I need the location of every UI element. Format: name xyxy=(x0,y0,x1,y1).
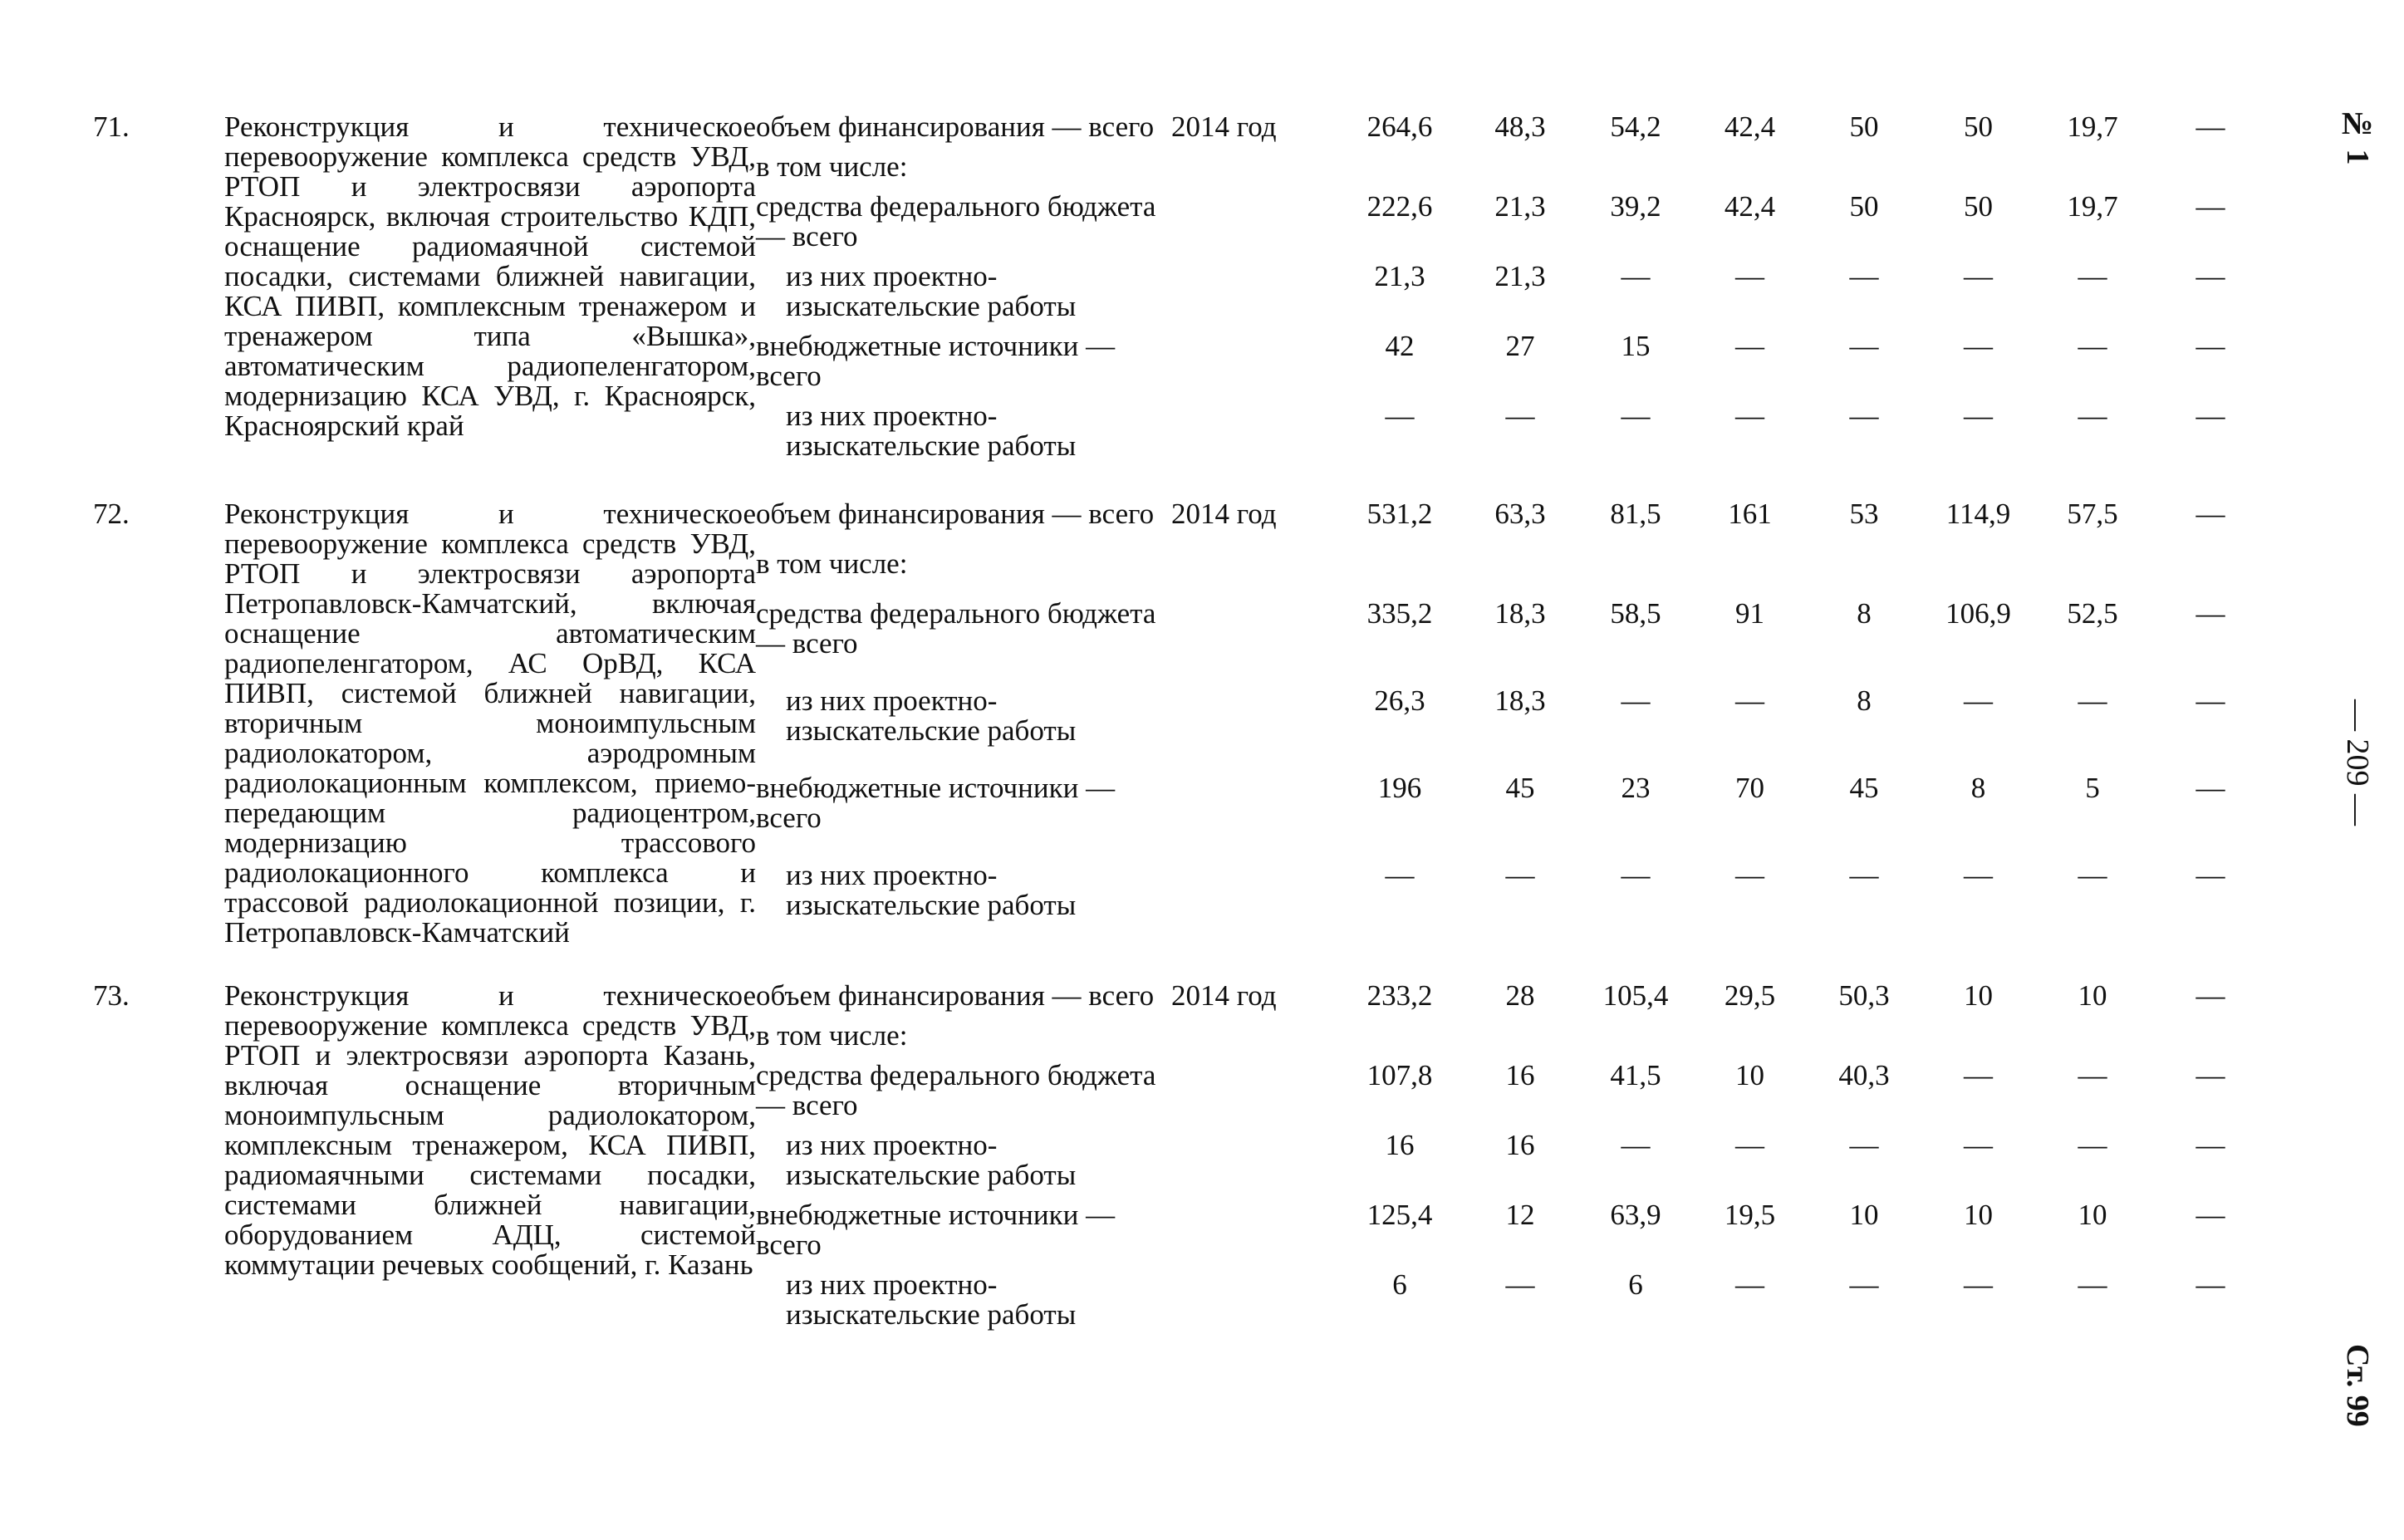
value-cell: 222,6 xyxy=(1366,190,1433,223)
value-cell: 50 xyxy=(1849,110,1879,143)
value-cell: — xyxy=(1621,260,1651,292)
value-cell: — xyxy=(2195,330,2225,362)
value-cell: 196 xyxy=(1377,772,1422,804)
value-cell: 39,2 xyxy=(1610,190,1661,223)
value-cell xyxy=(1807,1021,1921,1061)
value-cell xyxy=(2035,1021,2150,1061)
investment-table xyxy=(93,112,2271,1340)
issue-number: № 1 xyxy=(2340,106,2375,165)
row-gap-cell xyxy=(93,948,2271,981)
value-cell: — xyxy=(1385,859,1415,891)
funding-item-label: средства федерального бюджета — всего xyxy=(756,190,1156,253)
value-cell: — xyxy=(2195,684,2225,717)
value-cell: 10 xyxy=(1964,979,1993,1012)
value-cell: 10 xyxy=(2078,1199,2107,1231)
year-cell: 2014 год xyxy=(1171,498,1277,530)
funding-item xyxy=(756,686,1171,773)
year-cell xyxy=(1171,262,1337,331)
value-cell: 6 xyxy=(1628,1268,1643,1301)
value-cell: — xyxy=(2195,772,2225,804)
value-cell xyxy=(1921,1021,2035,1061)
funding-item xyxy=(756,499,1171,549)
value-cell: — xyxy=(1964,1059,1993,1091)
funding-item xyxy=(756,401,1171,471)
value-cell: 10 xyxy=(1964,1199,1993,1231)
value-cell: — xyxy=(2195,979,2225,1012)
funding-item xyxy=(756,1270,1171,1340)
value-cell: — xyxy=(1964,260,1993,292)
value-cell: — xyxy=(1735,400,1764,432)
item-number: 72. xyxy=(93,498,130,530)
value-cell: 264,6 xyxy=(1366,110,1433,143)
table-body xyxy=(93,112,2271,1340)
funding-item xyxy=(756,599,1171,686)
value-cell: 53 xyxy=(1849,498,1879,530)
value-cell: — xyxy=(1964,1129,1993,1161)
value-cell xyxy=(1462,152,1578,192)
project-description: Реконструкция и техническое перевооружение комплекса средств УВД, РТОП и электросвязи аэропорта Красноярск, включая строительство КДП, оснащение радиомаячной системой посадки, системами ближней навигации, КСА ПИВП, комплексным тренажером и тренажером типа «Вышка», автоматическим радиопеленгатором, модернизацию КСА УВД, г. Красноярск, Красноярский край xyxy=(224,110,756,442)
funding-item xyxy=(756,1021,1171,1061)
value-cell: 335,2 xyxy=(1366,597,1433,630)
row-gap-cell xyxy=(93,471,2271,499)
funding-item-label: из них проектно-изыскательские работы xyxy=(786,1129,1077,1191)
value-cell: 57,5 xyxy=(2067,498,2118,530)
value-cell xyxy=(1337,152,1462,192)
value-cell: — xyxy=(1735,1129,1764,1161)
value-cell xyxy=(1807,549,1921,599)
value-cell: 48,3 xyxy=(1494,110,1546,143)
value-cell: 29,5 xyxy=(1724,979,1776,1012)
value-cell: — xyxy=(1964,684,1993,717)
year-cell xyxy=(1171,861,1337,948)
year-cell xyxy=(1171,549,1337,599)
value-cell: 70 xyxy=(1735,772,1764,804)
value-cell xyxy=(1337,549,1462,599)
value-cell: 16 xyxy=(1505,1059,1535,1091)
value-cell xyxy=(2150,152,2271,192)
value-cell xyxy=(2035,549,2150,599)
value-cell: — xyxy=(1505,400,1535,432)
year-cell xyxy=(1171,152,1337,192)
value-cell: — xyxy=(2195,1059,2225,1091)
value-cell: — xyxy=(1849,330,1879,362)
item-number: 71. xyxy=(93,110,130,143)
value-cell xyxy=(2150,549,2271,599)
value-cell: 105,4 xyxy=(1602,979,1669,1012)
value-cell: 114,9 xyxy=(1945,498,2011,530)
value-cell: 106,9 xyxy=(1945,597,2011,630)
value-cell: — xyxy=(1385,400,1415,432)
funding-item-label: в том числе: xyxy=(756,1019,908,1052)
funding-item-label: внебюджетные источники — всего xyxy=(756,1199,1116,1261)
year-cell xyxy=(1171,331,1337,401)
value-cell: — xyxy=(2078,859,2107,891)
value-cell: 10 xyxy=(1735,1059,1764,1091)
year-cell: 2014 год xyxy=(1171,110,1277,143)
value-cell: — xyxy=(1735,1268,1764,1301)
value-cell: 21,3 xyxy=(1494,260,1546,292)
funding-item-label: внебюджетные источники — всего xyxy=(756,330,1116,392)
funding-item-label: в том числе: xyxy=(756,150,908,183)
value-cell: — xyxy=(2195,1268,2225,1301)
value-cell: 50,3 xyxy=(1838,979,1890,1012)
value-cell: 63,3 xyxy=(1494,498,1546,530)
table-row xyxy=(93,499,2271,549)
value-cell: — xyxy=(2195,400,2225,432)
funding-item xyxy=(756,549,1171,599)
year-cell xyxy=(1171,686,1337,773)
value-cell: — xyxy=(2078,1059,2107,1091)
funding-item xyxy=(756,331,1171,401)
value-cell: — xyxy=(1505,859,1535,891)
value-cell xyxy=(1578,1021,1693,1061)
value-cell: 58,5 xyxy=(1610,597,1661,630)
value-cell: 45 xyxy=(1505,772,1535,804)
value-cell: — xyxy=(1735,260,1764,292)
value-cell: — xyxy=(1964,400,1993,432)
value-cell: — xyxy=(2078,330,2107,362)
value-cell: 10 xyxy=(2078,979,2107,1012)
value-cell: 19,7 xyxy=(2067,190,2118,223)
value-cell xyxy=(1921,549,2035,599)
project-description: Реконструкция и техническое перевооружение комплекса средств УВД, РТОП и электросвязи аэропорта Петропавловск-Камчатский, включая оснащение автоматическим радиопеленгатором, АС ОрВД, КСА ПИВП, системой ближней навигации, вторичным моноимпульсным радиолокатором, аэродромным радиолокационным комплексом, приемо-передающим радиоцентром, модернизацию трассового радиолокационного комплекса и трассовой радиолокационной позиции, г. Петропавловск-Камчатский xyxy=(224,498,756,949)
value-cell xyxy=(1693,549,1807,599)
value-cell: 50 xyxy=(1849,190,1879,223)
value-cell: 8 xyxy=(1857,684,1872,717)
value-cell: — xyxy=(2195,110,2225,143)
funding-item-label: из них проектно-изыскательские работы xyxy=(786,859,1077,921)
value-cell: 12 xyxy=(1505,1199,1535,1231)
value-cell: — xyxy=(1735,330,1764,362)
funding-item-label: из них проектно-изыскательские работы xyxy=(786,1268,1077,1331)
value-cell: 42 xyxy=(1385,330,1415,362)
row-gap xyxy=(93,471,2271,499)
funding-item xyxy=(756,262,1171,331)
value-cell: — xyxy=(1849,400,1879,432)
funding-item-label: объем финансирования — всего xyxy=(756,979,1155,1012)
value-cell: — xyxy=(2195,597,2225,630)
year-cell xyxy=(1171,1200,1337,1270)
value-cell: 8 xyxy=(1857,597,1872,630)
value-cell: 16 xyxy=(1505,1129,1535,1161)
value-cell: — xyxy=(2195,1199,2225,1231)
value-cell: — xyxy=(1621,684,1651,717)
value-cell: 18,3 xyxy=(1494,597,1546,630)
value-cell: — xyxy=(2078,400,2107,432)
value-cell: — xyxy=(2195,498,2225,530)
item-number: 73. xyxy=(93,979,130,1012)
value-cell xyxy=(1693,152,1807,192)
funding-item-label: из них проектно-изыскательские работы xyxy=(786,684,1077,747)
value-cell xyxy=(1462,549,1578,599)
value-cell: 42,4 xyxy=(1724,110,1776,143)
value-cell: 21,3 xyxy=(1374,260,1425,292)
value-cell: — xyxy=(1735,684,1764,717)
value-cell xyxy=(2150,1021,2271,1061)
value-cell: — xyxy=(1621,1129,1651,1161)
value-cell xyxy=(2035,152,2150,192)
year-cell xyxy=(1171,1021,1337,1061)
value-cell: 18,3 xyxy=(1494,684,1546,717)
value-cell: 23 xyxy=(1621,772,1651,804)
value-cell: 45 xyxy=(1849,772,1879,804)
value-cell xyxy=(1337,1021,1462,1061)
value-cell: — xyxy=(1964,1268,1993,1301)
value-cell xyxy=(1462,1021,1578,1061)
value-cell xyxy=(1807,152,1921,192)
value-cell: 6 xyxy=(1392,1268,1407,1301)
value-cell xyxy=(1921,152,2035,192)
funding-item-label: средства федерального бюджета — всего xyxy=(756,597,1156,660)
value-cell: — xyxy=(1621,859,1651,891)
value-cell: 5 xyxy=(2085,772,2100,804)
page-number: — 209 — xyxy=(2340,699,2375,826)
value-cell: 81,5 xyxy=(1610,498,1661,530)
project-description: Реконструкция и техническое перевооружение комплекса средств УВД, РТОП и электросвязи аэропорта Казань, включая оснащение вторичным моноимпульсным радиолокатором, комплексным тренажером, КСА ПИВП, радиомаячными системами посадки, системами ближней навигации, оборудованием АДЦ, системой коммутации речевых сообщений, г. Казань xyxy=(224,979,756,1281)
value-cell: 50 xyxy=(1964,110,1993,143)
value-cell: — xyxy=(2078,1129,2107,1161)
value-cell: — xyxy=(1964,330,1993,362)
value-cell: 16 xyxy=(1385,1129,1415,1161)
value-cell: — xyxy=(2078,1268,2107,1301)
funding-item-label: внебюджетные источники — всего xyxy=(756,772,1116,834)
funding-item-label: средства федерального бюджета — всего xyxy=(756,1059,1156,1121)
funding-item xyxy=(756,773,1171,861)
article-number: Ст. 99 xyxy=(2340,1344,2375,1427)
funding-item-label: из них проектно-изыскательские работы xyxy=(786,400,1077,462)
value-cell: 10 xyxy=(1849,1199,1879,1231)
value-cell: 27 xyxy=(1505,330,1535,362)
row-gap xyxy=(93,948,2271,981)
funding-item xyxy=(756,152,1171,192)
year-cell xyxy=(1171,1270,1337,1340)
funding-item xyxy=(756,112,1171,152)
funding-item-label: в том числе: xyxy=(756,547,908,580)
value-cell: — xyxy=(1621,400,1651,432)
value-cell: — xyxy=(2078,260,2107,292)
value-cell: 28 xyxy=(1505,979,1535,1012)
value-cell: — xyxy=(1505,1268,1535,1301)
value-cell: 63,9 xyxy=(1610,1199,1661,1231)
funding-item-label: из них проектно-изыскательские работы xyxy=(786,260,1077,322)
value-cell: 233,2 xyxy=(1366,979,1433,1012)
funding-item xyxy=(756,1200,1171,1270)
value-cell: — xyxy=(1964,859,1993,891)
value-cell: 8 xyxy=(1970,772,1986,804)
value-cell: — xyxy=(1849,1268,1879,1301)
value-cell: 161 xyxy=(1728,498,1772,530)
table-row xyxy=(93,112,2271,152)
funding-item xyxy=(756,981,1171,1021)
year-cell xyxy=(1171,401,1337,471)
value-cell: — xyxy=(1849,1129,1879,1161)
value-cell: 531,2 xyxy=(1366,498,1433,530)
value-cell: 107,8 xyxy=(1366,1059,1433,1091)
funding-item xyxy=(756,1130,1171,1200)
value-cell: 52,5 xyxy=(2067,597,2118,630)
value-cell: 19,5 xyxy=(1724,1199,1776,1231)
value-cell xyxy=(1578,549,1693,599)
value-cell: — xyxy=(2078,684,2107,717)
year-cell xyxy=(1171,599,1337,686)
value-cell: 15 xyxy=(1621,330,1651,362)
value-cell: 50 xyxy=(1964,190,1993,223)
value-cell: — xyxy=(2195,260,2225,292)
funding-item xyxy=(756,1061,1171,1130)
value-cell: — xyxy=(2195,190,2225,223)
value-cell: — xyxy=(2195,1129,2225,1161)
year-cell xyxy=(1171,1061,1337,1130)
funding-item xyxy=(756,192,1171,262)
value-cell: 41,5 xyxy=(1610,1059,1661,1091)
funding-item-label: объем финансирования — всего xyxy=(756,110,1155,143)
year-cell xyxy=(1171,1130,1337,1200)
value-cell: 54,2 xyxy=(1610,110,1661,143)
year-cell xyxy=(1171,773,1337,861)
value-cell: — xyxy=(2195,859,2225,891)
year-cell xyxy=(1171,192,1337,262)
value-cell: — xyxy=(1849,859,1879,891)
value-cell xyxy=(1578,152,1693,192)
value-cell: 26,3 xyxy=(1374,684,1425,717)
value-cell: 125,4 xyxy=(1366,1199,1433,1231)
value-cell: 91 xyxy=(1735,597,1764,630)
value-cell: — xyxy=(1735,859,1764,891)
value-cell: 40,3 xyxy=(1838,1059,1890,1091)
year-cell: 2014 год xyxy=(1171,979,1277,1012)
table-row xyxy=(93,981,2271,1021)
value-cell xyxy=(1693,1021,1807,1061)
funding-item-label: объем финансирования — всего xyxy=(756,498,1155,530)
value-cell: 19,7 xyxy=(2067,110,2118,143)
funding-item xyxy=(756,861,1171,948)
value-cell: 21,3 xyxy=(1494,190,1546,223)
value-cell: — xyxy=(1849,260,1879,292)
value-cell: 42,4 xyxy=(1724,190,1776,223)
